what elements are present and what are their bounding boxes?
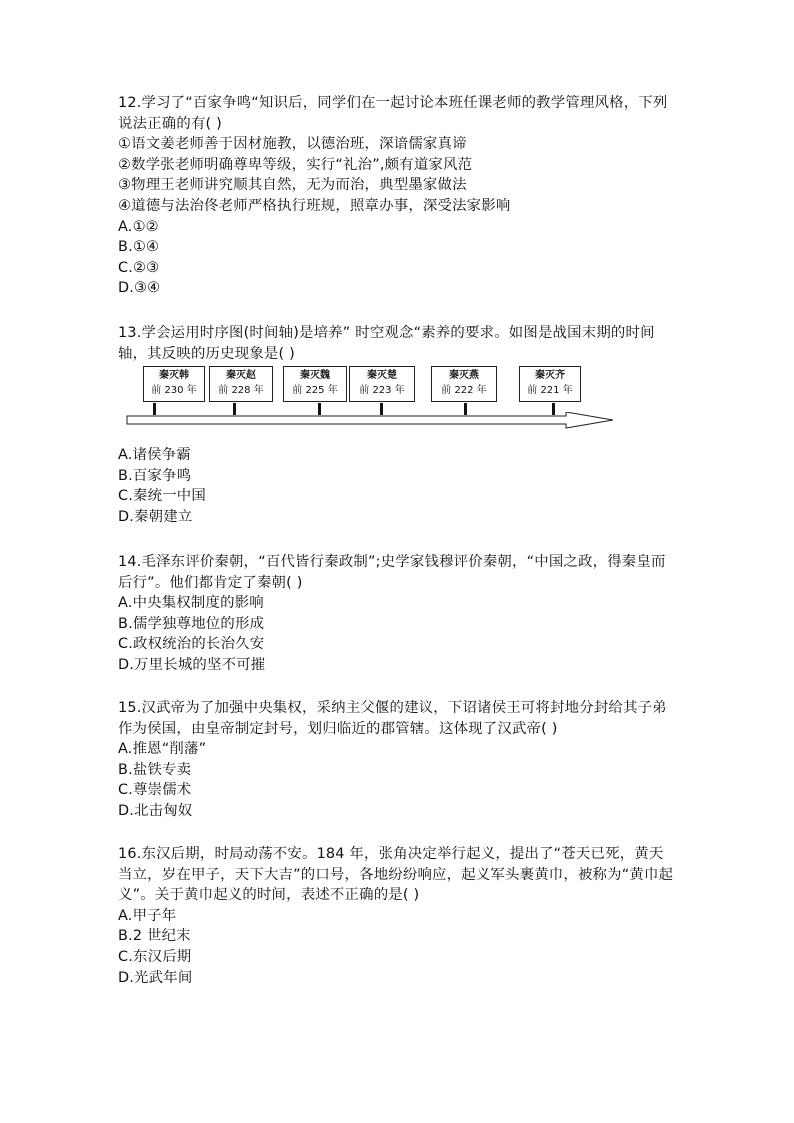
statement-3: ③物理王老师讲究顺其自然，无为而治，典型墨家做法 (118, 177, 467, 194)
timeline-event: 秦灭韩 (159, 370, 189, 382)
option-a: A.推恩“削藩” (118, 741, 207, 758)
timeline-figure (121, 366, 621, 441)
timeline-box (283, 366, 347, 402)
timeline-box (519, 366, 581, 402)
timeline-event: 秦灭赵 (226, 370, 256, 382)
question-stem: 14.毛泽东评价秦朝，“百代皆行秦政制”;史学家钱穆评价秦朝，“中国之政，得秦皇而后行”。他们都肯定了秦朝( ) (118, 554, 666, 591)
option-b: B.2 世纪末 (118, 928, 191, 945)
question-16 (118, 844, 678, 988)
option-c: C.尊崇儒术 (118, 782, 192, 799)
question-stem: 12.学习了“百家争鸣“知识后，同学们在一起讨论本班任课老师的教学管理风格，下列说法正确的有( ) (118, 95, 668, 132)
question-stem: 15.汉武帝为了加强中央集权，采纳主父偃的建议，下诏诸侯王可将封地分封给其子弟作为侯国，由皇帝制定封号，划归临近的郡管辖。这体现了汉武帝( ) (118, 700, 667, 737)
option-a: A.甲子年 (118, 907, 177, 924)
option-c: C.东汉后期 (118, 948, 192, 965)
timeline-event: 秦灭燕 (449, 370, 479, 382)
timeline-box (143, 366, 205, 402)
option-a: A.诸侯争霸 (118, 447, 191, 464)
option-c: C.秦统一中国 (118, 488, 206, 505)
timeline-year: 前 221 年 (527, 385, 573, 397)
option-b: B.百家争鸣 (118, 467, 192, 484)
timeline-box (349, 366, 415, 402)
timeline-box (431, 366, 497, 402)
option-b: B.儒学独尊地位的形成 (118, 615, 265, 632)
question-stem: 16.东汉后期，时局动荡不安。184 年，张角决定举行起义，提出了“苍天已死，黄天当立，岁在甲子，天下大吉”的口号，各地纷纷响应，起义军头裹黄巾，被称为“黄巾起义”。关于黄巾起义的时间，表述不正确的是( ) (118, 846, 674, 904)
option-c: C.②③ (118, 259, 160, 276)
statement-2: ②数学张老师明确尊卑等级，实行“礼治”,颇有道家风范 (118, 156, 473, 173)
option-d: D.光武年间 (118, 969, 193, 986)
option-d: D.秦朝建立 (118, 508, 193, 525)
timeline-year: 前 225 年 (292, 385, 338, 397)
option-b: B.①④ (118, 239, 160, 256)
option-c: C.政权统治的长治久安 (118, 636, 265, 653)
statement-1: ①语文姜老师善于因材施教，以德治班，深谙儒家真谛 (118, 136, 467, 153)
statement-4: ④道德与法治佟老师严格执行班规，照章办事，深受法家影响 (118, 197, 511, 214)
option-a: A.中央集权制度的影响 (118, 595, 264, 612)
timeline-year: 前 223 年 (359, 385, 405, 397)
timeline-year: 前 230 年 (151, 385, 197, 397)
option-d: D.③④ (118, 280, 161, 297)
timeline-arrow (121, 412, 621, 432)
timeline-box (209, 366, 273, 402)
option-d: D.万里长城的坚不可摧 (118, 656, 266, 673)
timeline-event: 秦灭魏 (300, 370, 330, 382)
timeline-year: 前 222 年 (441, 385, 487, 397)
question-13 (118, 323, 678, 528)
option-d: D.北击匈奴 (118, 802, 193, 819)
question-15 (118, 698, 678, 822)
question-12 (118, 93, 678, 299)
timeline-event: 秦灭齐 (535, 370, 565, 382)
option-a: A.①② (118, 218, 159, 235)
timeline-event: 秦灭楚 (367, 370, 397, 382)
timeline-year: 前 228 年 (218, 385, 264, 397)
option-b: B.盐铁专卖 (118, 761, 192, 778)
question-14 (118, 552, 678, 676)
question-stem: 13.学会运用时序图(时间轴)是培养” 时空观念“素养的要求。如图是战国末期的时间轴，其反映的历史现象是( ) (118, 325, 655, 362)
